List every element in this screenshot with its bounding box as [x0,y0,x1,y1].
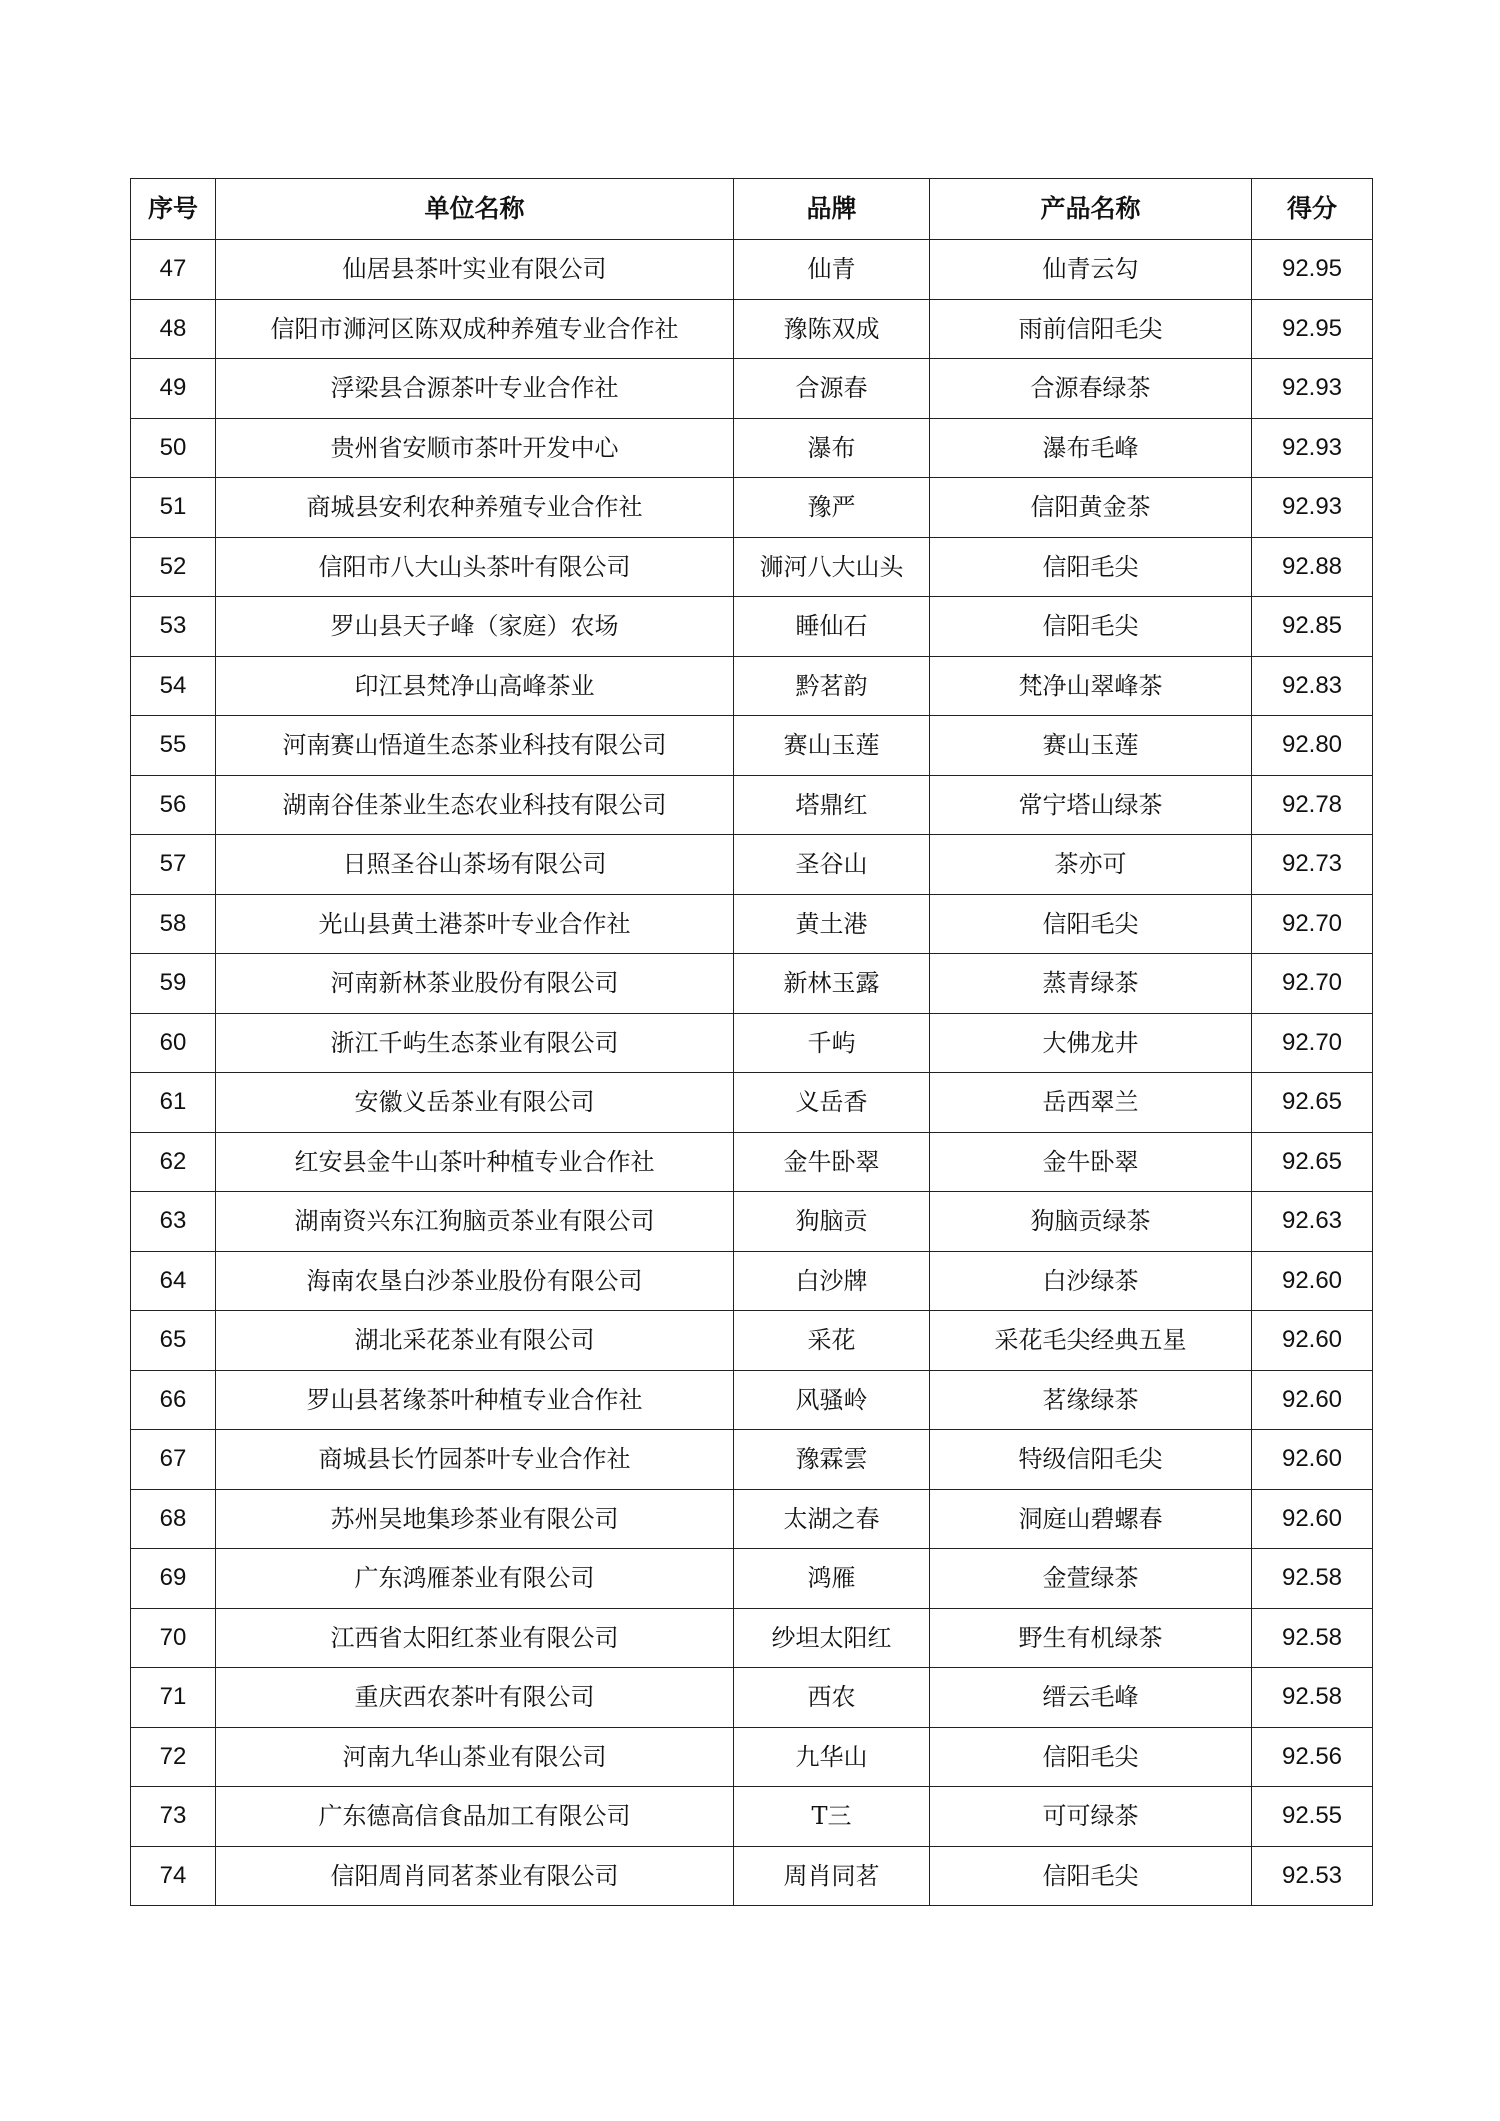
cell-score: 92.58 [1252,1549,1373,1609]
cell-score: 92.78 [1252,775,1373,835]
table-row [131,240,1373,300]
header-row [131,179,1373,240]
cell-score: 92.95 [1252,240,1373,300]
table-row [131,1013,1373,1073]
cell-product-name: 常宁塔山绿茶 [930,775,1252,835]
cell-unit-name: 罗山县茗缘茶叶种植专业合作社 [216,1370,734,1430]
table-row [131,1668,1373,1728]
table-row [131,1727,1373,1787]
cell-product-name: 岳西翠兰 [930,1073,1252,1133]
cell-score: 92.93 [1252,418,1373,478]
cell-product-name: 缙云毛峰 [930,1668,1252,1728]
cell-unit-name: 信阳周肖同茗茶业有限公司 [216,1846,734,1906]
cell-brand: 塔鼎红 [734,775,930,835]
cell-product-name: 白沙绿茶 [930,1251,1252,1311]
cell-product-name: 合源春绿茶 [930,359,1252,419]
table-row [131,597,1373,657]
cell-index: 72 [131,1727,216,1787]
cell-product-name: 信阳黄金茶 [930,478,1252,538]
cell-score: 92.83 [1252,656,1373,716]
cell-score: 92.65 [1252,1132,1373,1192]
cell-brand: 西农 [734,1668,930,1728]
cell-index: 56 [131,775,216,835]
cell-score: 92.70 [1252,1013,1373,1073]
cell-index: 63 [131,1192,216,1252]
cell-unit-name: 河南九华山茶业有限公司 [216,1727,734,1787]
cell-unit-name: 日照圣谷山茶场有限公司 [216,835,734,895]
cell-score: 92.93 [1252,478,1373,538]
table-row [131,537,1373,597]
cell-brand: 豫严 [734,478,930,538]
cell-brand: 新林玉露 [734,954,930,1014]
cell-brand: 九华山 [734,1727,930,1787]
cell-unit-name: 印江县梵净山高峰茶业 [216,656,734,716]
cell-unit-name: 红安县金牛山茶叶种植专业合作社 [216,1132,734,1192]
cell-score: 92.70 [1252,894,1373,954]
cell-index: 50 [131,418,216,478]
cell-brand: 鸿雁 [734,1549,930,1609]
table-row [131,1132,1373,1192]
cell-score: 92.80 [1252,716,1373,776]
table-row [131,1787,1373,1847]
cell-unit-name: 仙居县茶叶实业有限公司 [216,240,734,300]
cell-brand: 纱坦太阳红 [734,1608,930,1668]
cell-unit-name: 浮梁县合源茶叶专业合作社 [216,359,734,419]
cell-index: 48 [131,299,216,359]
cell-score: 92.55 [1252,1787,1373,1847]
cell-score: 92.58 [1252,1668,1373,1728]
cell-product-name: 赛山玉莲 [930,716,1252,776]
cell-brand: 圣谷山 [734,835,930,895]
table-row [131,1489,1373,1549]
cell-score: 92.53 [1252,1846,1373,1906]
cell-product-name: 信阳毛尖 [930,1846,1252,1906]
cell-unit-name: 信阳市浉河区陈双成种养殖专业合作社 [216,299,734,359]
cell-score: 92.63 [1252,1192,1373,1252]
cell-score: 92.60 [1252,1489,1373,1549]
table-row [131,656,1373,716]
table-header [131,179,1373,240]
cell-product-name: 梵净山翠峰茶 [930,656,1252,716]
cell-product-name: 野生有机绿茶 [930,1608,1252,1668]
cell-index: 67 [131,1430,216,1490]
cell-score: 92.73 [1252,835,1373,895]
table-row [131,1430,1373,1490]
cell-index: 53 [131,597,216,657]
cell-brand: 合源春 [734,359,930,419]
cell-index: 49 [131,359,216,419]
cell-index: 54 [131,656,216,716]
cell-brand: 白沙牌 [734,1251,930,1311]
cell-unit-name: 光山县黄土港茶叶专业合作社 [216,894,734,954]
cell-brand: 太湖之春 [734,1489,930,1549]
cell-unit-name: 湖北采花茶业有限公司 [216,1311,734,1371]
cell-unit-name: 信阳市八大山头茶叶有限公司 [216,537,734,597]
cell-brand: 千屿 [734,1013,930,1073]
cell-brand: 金牛卧翠 [734,1132,930,1192]
cell-index: 74 [131,1846,216,1906]
cell-index: 69 [131,1549,216,1609]
table-row [131,418,1373,478]
cell-product-name: 信阳毛尖 [930,597,1252,657]
cell-unit-name: 海南农垦白沙茶业股份有限公司 [216,1251,734,1311]
cell-product-name: 雨前信阳毛尖 [930,299,1252,359]
cell-unit-name: 罗山县天子峰（家庭）农场 [216,597,734,657]
cell-product-name: 蒸青绿茶 [930,954,1252,1014]
cell-product-name: 金萱绿茶 [930,1549,1252,1609]
cell-brand: 仙青 [734,240,930,300]
cell-brand: 风骚岭 [734,1370,930,1430]
cell-score: 92.95 [1252,299,1373,359]
table-row [131,299,1373,359]
cell-score: 92.58 [1252,1608,1373,1668]
table-row [131,478,1373,538]
table-row [131,1192,1373,1252]
cell-brand: T三 [734,1787,930,1847]
table-row [131,1311,1373,1371]
cell-score: 92.60 [1252,1311,1373,1371]
cell-product-name: 狗脑贡绿茶 [930,1192,1252,1252]
cell-score: 92.88 [1252,537,1373,597]
cell-product-name: 洞庭山碧螺春 [930,1489,1252,1549]
table-row [131,1549,1373,1609]
cell-score: 92.65 [1252,1073,1373,1133]
cell-brand: 周肖同茗 [734,1846,930,1906]
cell-product-name: 采花毛尖经典五星 [930,1311,1252,1371]
cell-brand: 瀑布 [734,418,930,478]
cell-index: 71 [131,1668,216,1728]
cell-index: 57 [131,835,216,895]
cell-product-name: 茗缘绿茶 [930,1370,1252,1430]
ranking-table [130,178,1373,1906]
cell-unit-name: 湖南资兴东江狗脑贡茶业有限公司 [216,1192,734,1252]
cell-brand: 黄土港 [734,894,930,954]
cell-score: 92.85 [1252,597,1373,657]
cell-index: 47 [131,240,216,300]
cell-score: 92.60 [1252,1251,1373,1311]
cell-brand: 睡仙石 [734,597,930,657]
cell-index: 58 [131,894,216,954]
cell-index: 51 [131,478,216,538]
cell-index: 60 [131,1013,216,1073]
cell-index: 70 [131,1608,216,1668]
cell-product-name: 信阳毛尖 [930,537,1252,597]
cell-product-name: 可可绿茶 [930,1787,1252,1847]
cell-brand: 采花 [734,1311,930,1371]
cell-index: 68 [131,1489,216,1549]
cell-unit-name: 苏州吴地集珍茶业有限公司 [216,1489,734,1549]
cell-score: 92.60 [1252,1430,1373,1490]
cell-unit-name: 河南赛山悟道生态茶业科技有限公司 [216,716,734,776]
cell-product-name: 茶亦可 [930,835,1252,895]
cell-index: 73 [131,1787,216,1847]
cell-brand: 黔茗韵 [734,656,930,716]
cell-index: 52 [131,537,216,597]
cell-product-name: 信阳毛尖 [930,894,1252,954]
cell-unit-name: 重庆西农茶叶有限公司 [216,1668,734,1728]
cell-product-name: 金牛卧翠 [930,1132,1252,1192]
cell-index: 64 [131,1251,216,1311]
table-row [131,1846,1373,1906]
cell-index: 62 [131,1132,216,1192]
header-unit-name: 单位名称 [216,179,734,240]
table-row [131,359,1373,419]
table-row [131,954,1373,1014]
cell-index: 61 [131,1073,216,1133]
table-row [131,775,1373,835]
cell-product-name: 仙青云勾 [930,240,1252,300]
table-row [131,1251,1373,1311]
cell-unit-name: 商城县安利农种养殖专业合作社 [216,478,734,538]
cell-product-name: 瀑布毛峰 [930,418,1252,478]
table-row [131,1370,1373,1430]
cell-score: 92.70 [1252,954,1373,1014]
header-score: 得分 [1252,179,1373,240]
table-row [131,716,1373,776]
cell-unit-name: 广东鸿雁茶业有限公司 [216,1549,734,1609]
cell-brand: 浉河八大山头 [734,537,930,597]
cell-index: 65 [131,1311,216,1371]
cell-unit-name: 广东德高信食品加工有限公司 [216,1787,734,1847]
cell-brand: 豫霖雲 [734,1430,930,1490]
cell-product-name: 信阳毛尖 [930,1727,1252,1787]
cell-unit-name: 湖南谷佳茶业生态农业科技有限公司 [216,775,734,835]
cell-brand: 义岳香 [734,1073,930,1133]
cell-brand: 豫陈双成 [734,299,930,359]
cell-unit-name: 河南新林茶业股份有限公司 [216,954,734,1014]
cell-score: 92.56 [1252,1727,1373,1787]
table-row [131,835,1373,895]
cell-product-name: 特级信阳毛尖 [930,1430,1252,1490]
cell-unit-name: 贵州省安顺市茶叶开发中心 [216,418,734,478]
cell-index: 55 [131,716,216,776]
header-index: 序号 [131,179,216,240]
table-row [131,1073,1373,1133]
cell-product-name: 大佛龙井 [930,1013,1252,1073]
cell-score: 92.93 [1252,359,1373,419]
cell-brand: 狗脑贡 [734,1192,930,1252]
table-row [131,1608,1373,1668]
table-body [131,240,1373,1906]
header-product-name: 产品名称 [930,179,1252,240]
table-row [131,894,1373,954]
cell-index: 66 [131,1370,216,1430]
cell-unit-name: 安徽义岳茶业有限公司 [216,1073,734,1133]
header-brand: 品牌 [734,179,930,240]
cell-score: 92.60 [1252,1370,1373,1430]
cell-unit-name: 商城县长竹园茶叶专业合作社 [216,1430,734,1490]
cell-brand: 赛山玉莲 [734,716,930,776]
cell-index: 59 [131,954,216,1014]
cell-unit-name: 浙江千屿生态茶业有限公司 [216,1013,734,1073]
cell-unit-name: 江西省太阳红茶业有限公司 [216,1608,734,1668]
